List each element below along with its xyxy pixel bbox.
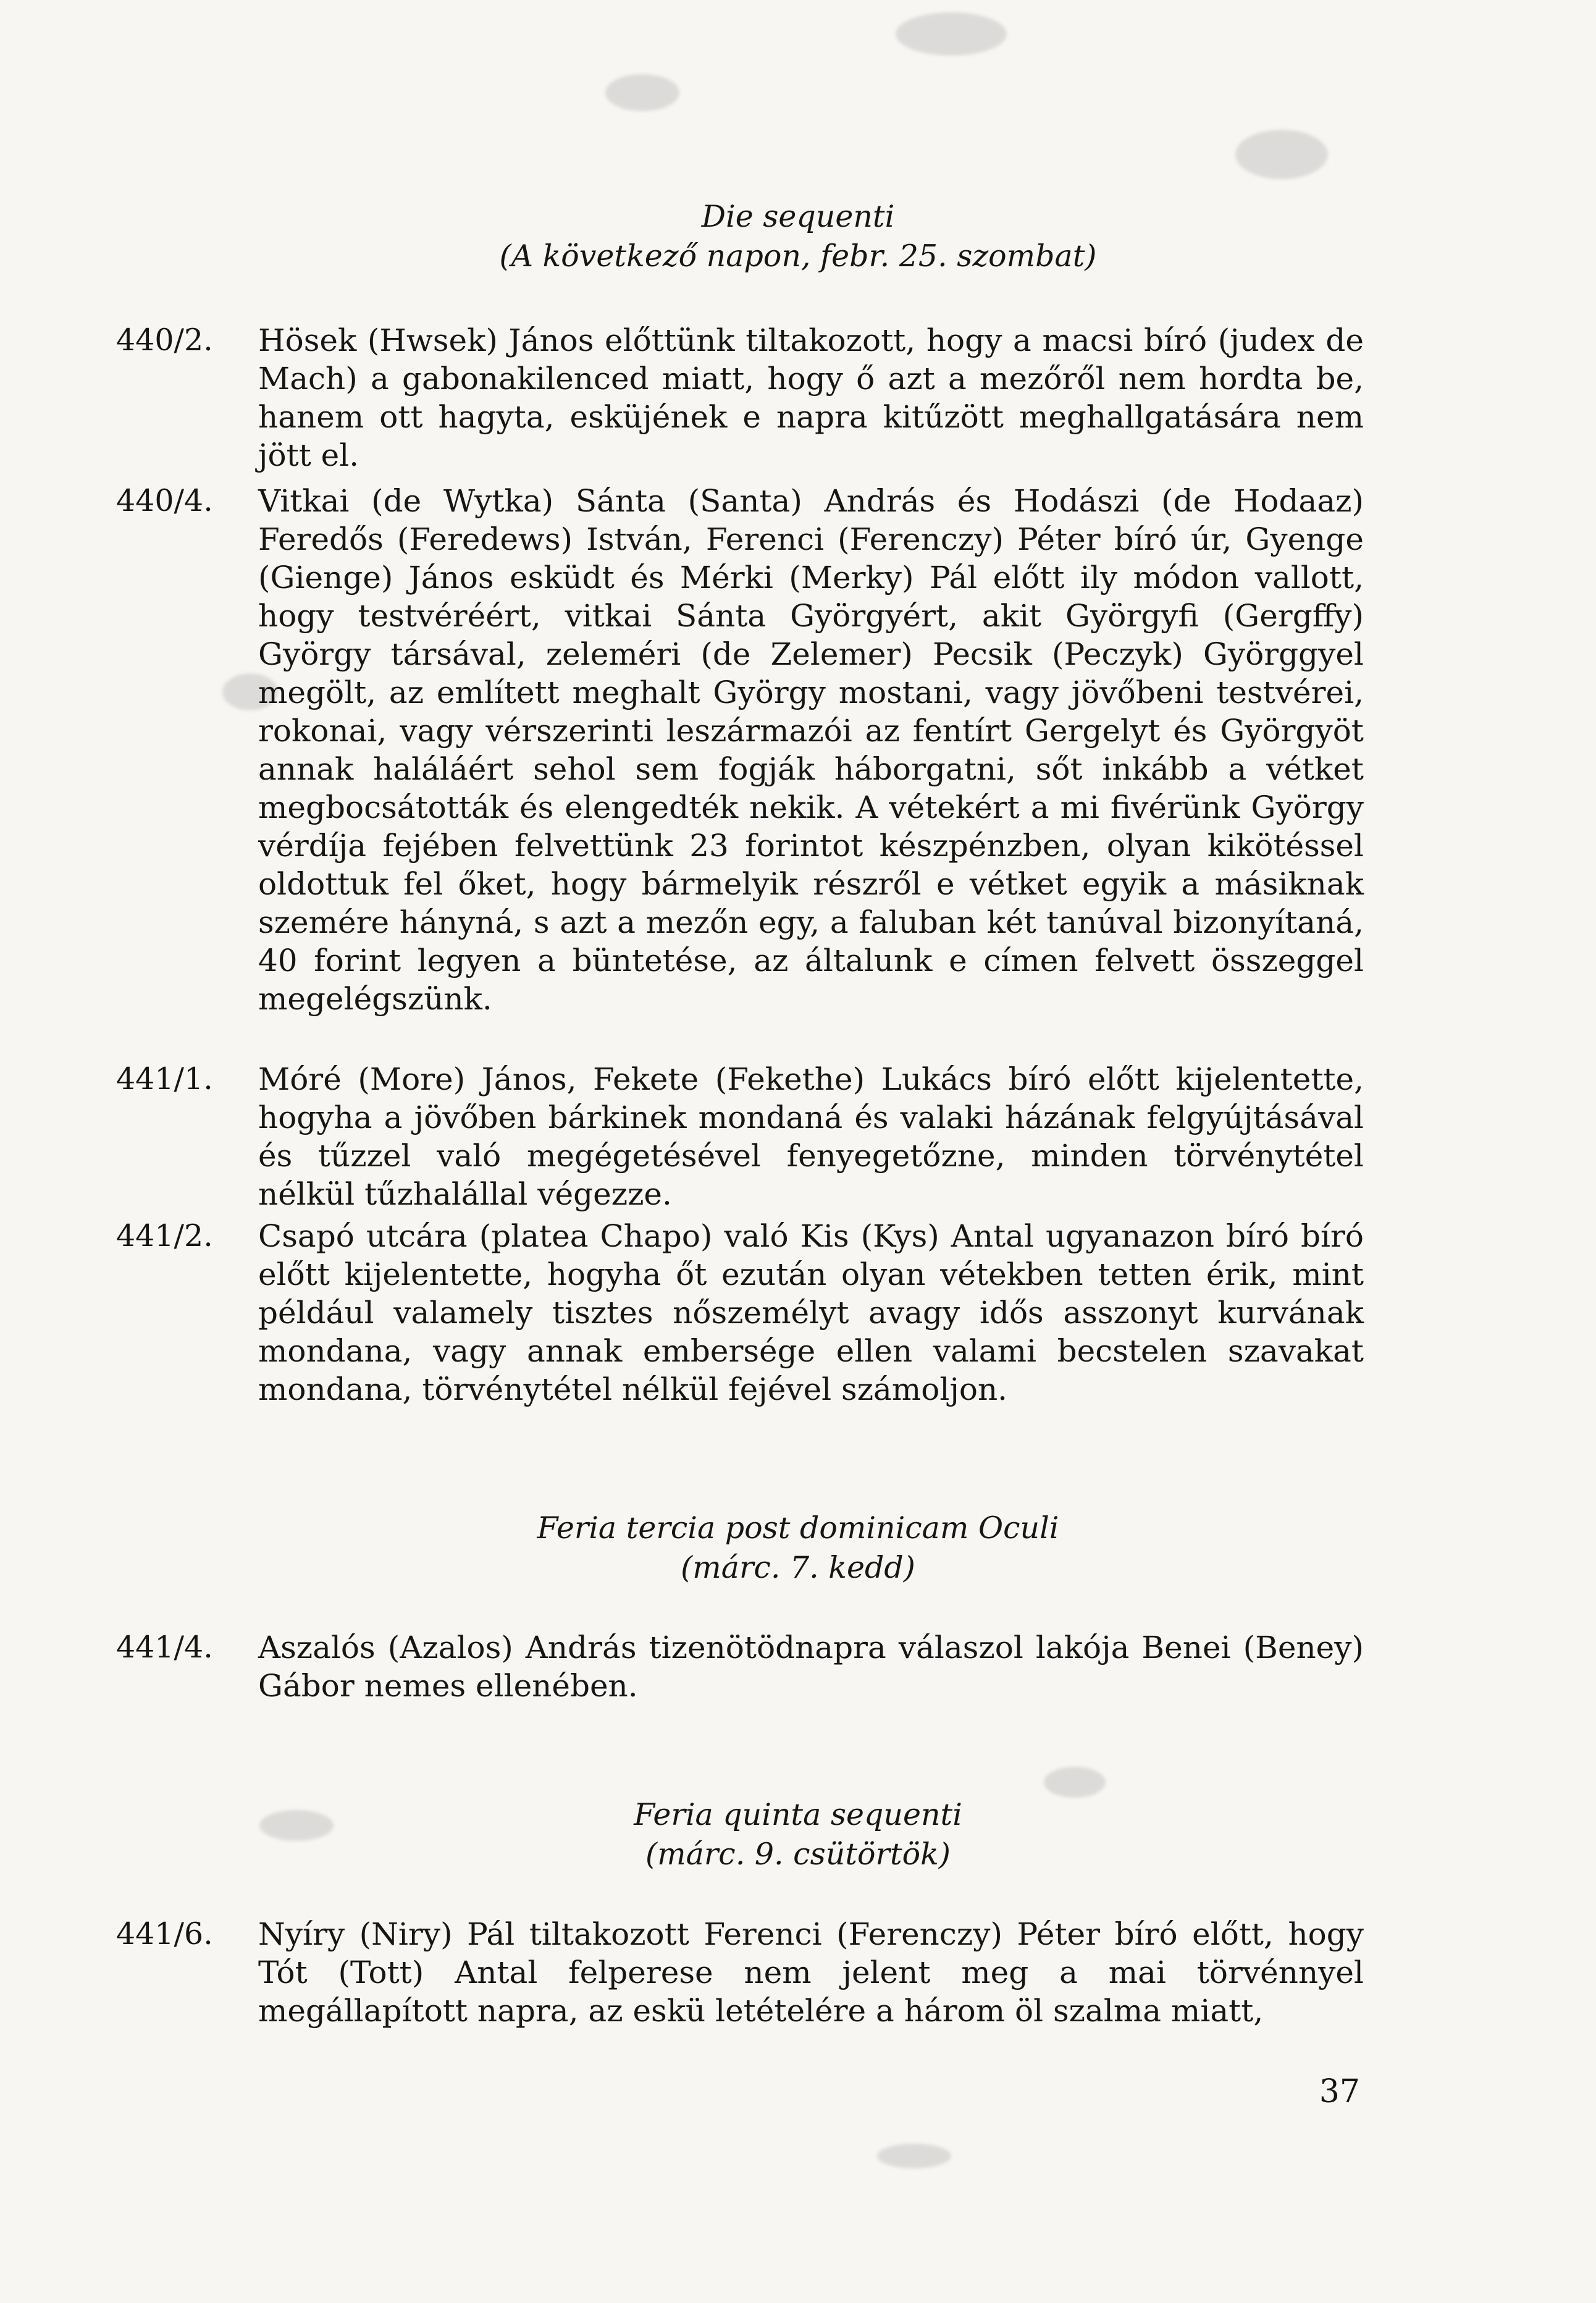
entry-number: 440/2. — [116, 322, 213, 358]
section-heading — [0, 1509, 1596, 1588]
entry-number: 440/4. — [116, 483, 213, 518]
heading-latin: Feria quinta sequenti — [634, 1797, 962, 1832]
entry-text: Csapó utcára (platea Chapo) való Kis (Kys) Antal ugyanazon bíró bíró előtt kijelentette, hogyha őt ezután olyan vétekben tetten érik, mint például valamely tisztes nőszemélyt avagy idős asszonyt kurvának mondana, vagy annak embersége ellen valami becstelen szavakat mondana, törvénytétel nélkül fejével számoljon. — [258, 1218, 1364, 1407]
entry-number: 441/1. — [116, 1061, 213, 1097]
entry-text: Móré (More) János, Fekete (Fekethe) Lukács bíró előtt kijelentette, hogyha a jövőben bárkinek mondaná és valaki házának felgyújtásával és tűzzel való megégetésével fenyegetőzne, minden törvénytétel nélkül tűzhalállal végezze. — [258, 1061, 1364, 1212]
heading-latin: Feria tercia post dominicam Oculi — [537, 1510, 1059, 1546]
heading-hungarian: (márc. 9. csütörtök) — [645, 1837, 951, 1872]
scan-noise — [605, 74, 679, 111]
section-heading — [0, 197, 1596, 276]
scan-noise — [1235, 130, 1328, 179]
scan-noise — [1044, 1767, 1106, 1798]
heading-latin: Die sequenti — [701, 199, 895, 234]
heading-hungarian: (A következő napon, febr. 25. szombat) — [499, 238, 1097, 274]
entry-text: Hösek (Hwsek) János előttünk tiltakozott, hogy a macsi bíró (judex de Mach) a gabonakilenced miatt, hogy ő azt a mezőről nem hordta be, hanem ott hagyta, esküjének e napra kitűzött meghallgatására nem jött el. — [258, 322, 1364, 473]
entry-number: 441/6. — [116, 1916, 213, 1951]
scan-noise — [896, 12, 1007, 56]
entry-number: 441/2. — [116, 1218, 213, 1253]
entry-number: 441/4. — [116, 1630, 213, 1665]
entry-text: Aszalós (Azalos) András tizenötödnapra válaszol lakója Benei (Beney) Gábor nemes ellenében. — [258, 1630, 1364, 1704]
heading-hungarian: (márc. 7. kedd) — [681, 1550, 915, 1585]
page-number: 37 — [1319, 2073, 1360, 2110]
section-heading — [0, 1795, 1596, 1874]
entry-text: Nyíry (Niry) Pál tiltakozott Ferenci (Ferenczy) Péter bíró előtt, hogy Tót (Tott) Antal felperese nem jelent meg a mai törvénnyel megállapított napra, az eskü letételére a három öl szalma miatt, — [258, 1916, 1364, 2029]
entry-text: Vitkai (de Wytka) Sánta (Santa) András és Hodászi (de Hodaaz) Feredős (Feredews) István, Ferenci (Ferenczy) Péter bíró úr, Gyenge (Gienge) János esküdt és Mérki (Merky) Pál előtt ily módon vallott, hogy testvéréért, vitkai Sánta Györgyért, akit Györgyfi (Gergffy) György társával, zeleméri (de Zelemer) Pecsik (Peczyk) Györggyel megölt, az említett meghalt György mostani, vagy jövőbeni testvérei, rokonai, vagy vérszerinti leszármazói az fentírt Gergelyt és Györgyöt annak haláláért sehol sem fogják háborgatni, sőt inkább a vétket megbocsátották és elengedték nekik. A vétekért a mi fivérünk György vérdíja fejében felvettünk 23 forintot készpénzben, olyan kikötéssel oldottuk fel őket, hogy bármelyik részről e vétket egyik a másiknak szemére hányná, s azt a mezőn egy, a faluban két tanúval bizonyítaná, 40 forint legyen a büntetése, az általunk e címen felvett összeggel megelégszünk. — [258, 483, 1364, 1017]
scan-noise — [877, 2144, 951, 2168]
